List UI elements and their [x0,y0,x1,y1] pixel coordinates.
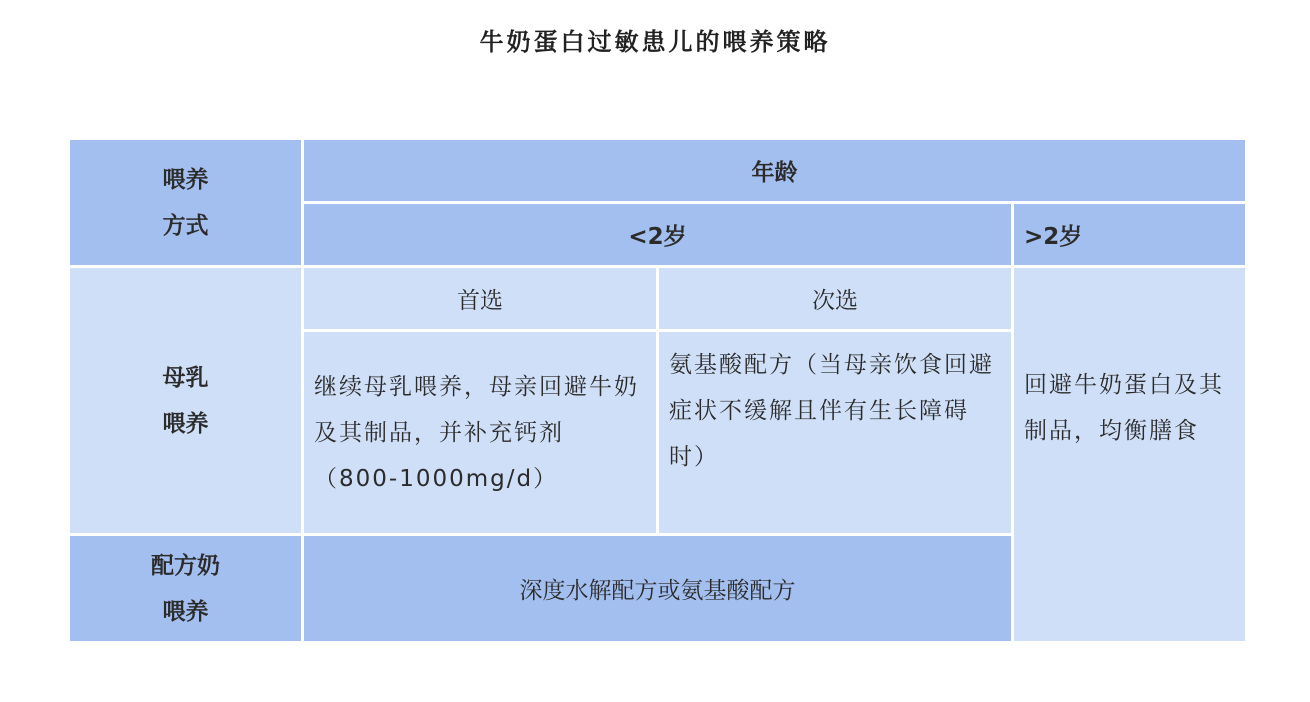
over-2-header-label: >2岁 [1024,224,1083,250]
formula-feeding-under-2-cell: 深度水解配方或氨基酸配方 [303,535,1013,643]
breastfeeding-second-choice-text: 氨基酸配方（当母亲饮食回避症状不缓解且伴有生长障碍时） [669,352,994,470]
table-header-row-age [69,139,1247,203]
over-2-header-cell [1013,203,1247,267]
breastfeeding-first-choice-text: 继续母乳喂养，母亲回避牛奶及其制品，并补充钙剂（800-1000mg/d） [314,373,639,492]
over-2-recommendation-cell [1013,267,1247,643]
table-row-breastfeeding-choices [69,267,1247,331]
breastfeeding-second-choice-cell [658,331,1013,535]
over-2-recommendation-text: 回避牛奶蛋白及其制品，均衡膳食 [1024,372,1224,444]
feeding-strategy-table [67,137,1248,644]
breastfeeding-first-choice-cell [303,331,658,535]
breastfeeding-label-line-1: 母乳 [162,364,209,391]
page-title: 牛奶蛋白过敏患儿的喂养策略 [479,28,831,56]
formula-feeding-label-line-2: 喂养 [162,598,209,625]
formula-feeding-label-cell [69,535,303,643]
breastfeeding-label-line-2: 喂养 [162,410,209,437]
breastfeeding-label-cell [69,267,303,535]
feeding-method-header-line-2: 方式 [162,212,209,239]
formula-feeding-label-line-1: 配方奶 [151,552,220,579]
feeding-method-header-cell [69,139,303,267]
second-choice-header-cell: 次选 [658,267,1013,331]
feeding-method-header-line-1: 喂养 [162,166,209,193]
age-header-cell: 年龄 [303,139,1247,203]
first-choice-header-cell: 首选 [303,267,658,331]
under-2-header-cell: <2岁 [303,203,1013,267]
